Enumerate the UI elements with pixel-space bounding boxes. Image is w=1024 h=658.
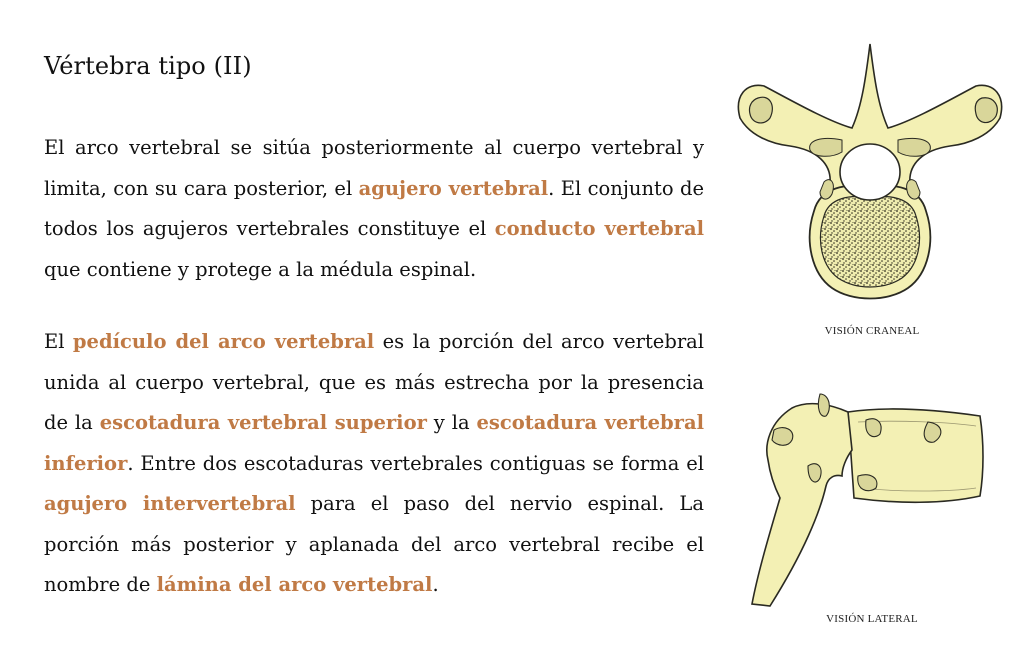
highlighted-term: escotadura vertebral inferior (44, 411, 704, 475)
highlighted-term: escotadura vertebral superior (99, 411, 427, 434)
caption-vision-lateral: VISIÓN LATERAL (826, 613, 918, 625)
page-title: Vértebra tipo (II) (44, 52, 252, 80)
highlighted-term: agujero vertebral (358, 176, 549, 200)
text-column (44, 128, 704, 638)
highlighted-term: conducto vertebral (494, 217, 704, 240)
highlighted-term: pedículo del arco vertebral (72, 330, 375, 353)
highlighted-term: agujero intervertebral (44, 492, 296, 515)
body-text: es la porción del arco vertebral unida al cuerpo vertebral, que es más estrecha por la presencia de la (44, 330, 705, 434)
body-text: para el paso del nervio espinal. La porción más posterior y aplanada del arco vertebral recibe el nombre de (44, 492, 704, 596)
body-text: . El conjunto de todos los agujeros vertebrales constituye el (44, 176, 705, 240)
vertebra-lateral-view-illustration (748, 382, 1008, 614)
paragraph-arco-vertebral (44, 128, 704, 290)
body-text: El (44, 330, 73, 353)
body-text: . (432, 573, 439, 596)
body-text: . Entre dos escotaduras vertebrales contiguas se forma el (127, 451, 704, 475)
highlighted-term: lámina del arco vertebral (156, 573, 433, 596)
paragraph-pediculo (44, 322, 704, 606)
vertebra-cranial-view-illustration (728, 36, 1018, 326)
caption-vision-craneal: VISIÓN CRANEAL (824, 325, 920, 337)
body-text: y la (426, 411, 477, 434)
body-text: que contiene y protege a la médula espinal. (44, 257, 477, 281)
body-text: El arco vertebral se sitúa posteriormente al cuerpo vertebral y limita, con su cara posterior, el (44, 136, 704, 200)
